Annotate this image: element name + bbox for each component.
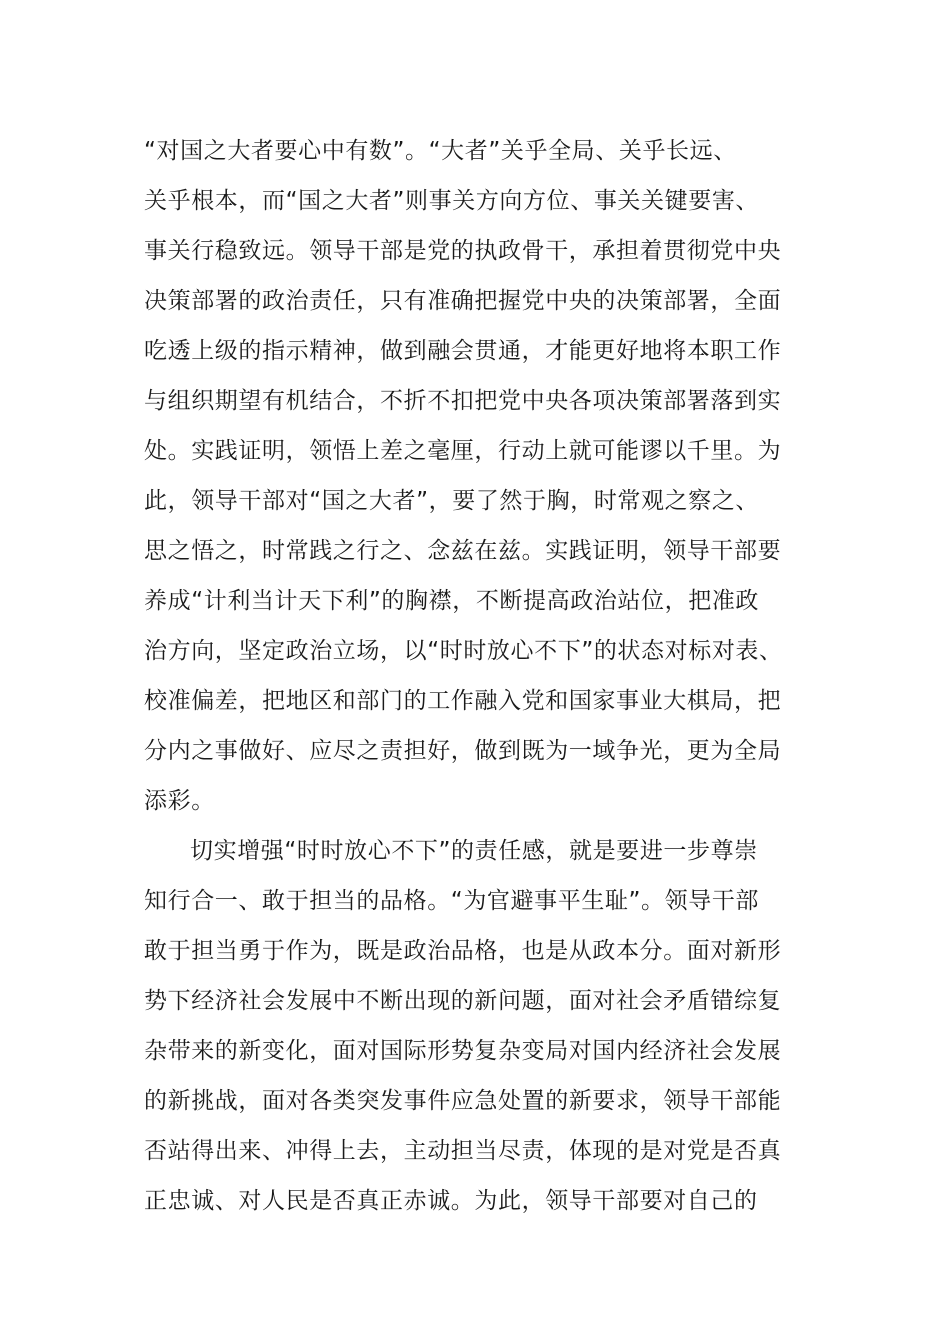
text-line: 分内之事做好、应尽之责担好，做到既为一域争光，更为全局 xyxy=(144,738,782,764)
text-line: 的新挑战，面对各类突发事件应急处置的新要求，领导干部能 xyxy=(144,1088,782,1114)
text-line: 敢于担当勇于作为，既是政治品格，也是从政本分。面对新形 xyxy=(144,938,782,964)
text-line: 校准偏差，把地区和部门的工作融入党和国家事业大棋局，把 xyxy=(144,688,782,714)
text-line: 关乎根本，而“国之大者”则事关方向方位、事关关键要害、 xyxy=(144,188,760,214)
text-line: 思之悟之，时常践之行之、念兹在兹。实践证明，领导干部要 xyxy=(144,538,782,564)
text-line: 吃透上级的指示精神，做到融会贯通，才能更好地将本职工作 xyxy=(144,338,782,364)
text-line: 势下经济社会发展中不断出现的新问题，面对社会矛盾错综复 xyxy=(144,988,782,1014)
text-line: 处。实践证明，领悟上差之毫厘，行动上就可能谬以千里。为 xyxy=(144,438,782,464)
text-line: 知行合一、敢于担当的品格。“为官避事平生耻”。领导干部 xyxy=(144,888,760,914)
document-body xyxy=(144,126,824,1226)
text-line: 治方向，坚定政治立场，以“时时放心不下”的状态对标对表、 xyxy=(144,638,783,664)
text-line: 杂带来的新变化，面对国际形势复杂变局对国内经济社会发展 xyxy=(144,1038,782,1064)
text-line: 决策部署的政治责任，只有准确把握党中央的决策部署，全面 xyxy=(144,288,782,314)
text-line: 正忠诚、对人民是否真正赤诚。为此，领导干部要对自己的 xyxy=(144,1188,758,1214)
text-line: “对国之大者要心中有数”。“大者”关乎全局、关乎长远、 xyxy=(144,138,737,164)
text-line: 与组织期望有机结合，不折不扣把党中央各项决策部署落到实 xyxy=(144,388,782,414)
text-line: 此，领导干部对“国之大者”，要了然于胸，时常观之察之、 xyxy=(144,488,760,514)
text-line: 添彩。 xyxy=(144,788,215,814)
paragraph-2 xyxy=(144,826,824,1226)
text-line: 切实增强“时时放心不下”的责任感，就是要进一步尊崇 xyxy=(190,838,758,864)
text-line: 养成“计利当计天下利”的胸襟，不断提高政治站位，把准政 xyxy=(144,588,760,614)
text-line: 事关行稳致远。领导干部是党的执政骨干，承担着贯彻党中央 xyxy=(144,238,782,264)
paragraph-1 xyxy=(144,126,824,826)
text-line: 否站得出来、冲得上去，主动担当尽责，体现的是对党是否真 xyxy=(144,1138,782,1164)
